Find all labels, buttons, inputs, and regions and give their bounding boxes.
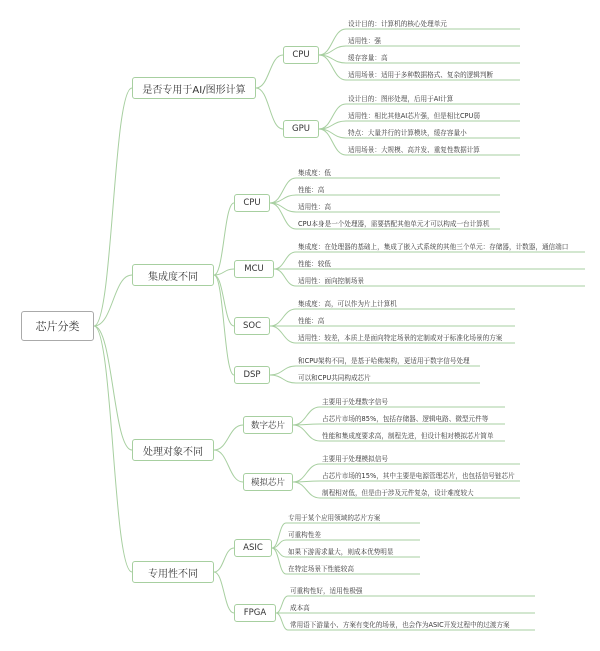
category-label: 集成度不同 xyxy=(148,271,198,283)
connector-line xyxy=(276,596,288,613)
connector-line xyxy=(319,129,346,155)
leaf-text: 适用性：较差，本质上是面向特定场景的定制或对于标准化场景的方案 xyxy=(298,334,503,342)
connector-line xyxy=(256,55,283,88)
leaf-text: CPU本身是一个处理器，需要搭配其他单元才可以构成一台计算机 xyxy=(298,220,490,228)
leaf-text: 在特定场景下性能较高 xyxy=(288,565,354,573)
sub-node-label: FPGA xyxy=(243,608,267,618)
sub-node-cpu-integration[interactable] xyxy=(234,194,270,212)
connector-line xyxy=(270,326,296,343)
sub-node-dsp[interactable] xyxy=(234,366,270,384)
leaf-text: 性能：高 xyxy=(298,317,325,325)
sub-node-analog-chip[interactable] xyxy=(243,473,293,491)
category-integration[interactable] xyxy=(132,264,214,286)
category-specialization[interactable] xyxy=(132,561,214,583)
connector-line xyxy=(214,425,243,450)
connector-line xyxy=(214,450,243,482)
leaf-text: 设计目的：计算机的核心处理单元 xyxy=(348,20,447,28)
sub-node-label: ASIC xyxy=(243,543,263,553)
root-label: 芯片分类 xyxy=(35,320,80,333)
sub-node-gpu[interactable] xyxy=(283,120,319,138)
sub-node-cpu-ai[interactable] xyxy=(283,46,319,64)
leaf-text: 性能：较低 xyxy=(298,260,331,268)
category-label: 是否专用于AI/图形计算 xyxy=(142,84,246,96)
leaf-text: 集成度：低 xyxy=(298,169,331,177)
leaf-text: 集成度：高，可以作为片上计算机 xyxy=(298,300,397,308)
connector-line xyxy=(214,203,234,275)
leaf-text: 适用性：高 xyxy=(298,203,331,211)
leaf-text: 可重构性差 xyxy=(288,531,321,539)
connector-line xyxy=(214,275,234,326)
connector-line xyxy=(293,407,320,425)
category-label: 处理对象不同 xyxy=(143,446,203,458)
leaf-text: 适用性：强 xyxy=(348,37,381,45)
connector-line xyxy=(274,269,296,286)
leaf-text: 适用场景：适用于多种数据格式、复杂的逻辑判断 xyxy=(348,71,494,79)
root-node[interactable] xyxy=(21,311,94,341)
connector-line xyxy=(270,375,296,383)
leaf-text: 主要用于处理数字信号 xyxy=(322,398,388,406)
sub-node-label: CPU xyxy=(292,50,310,60)
leaf-text: 成本高 xyxy=(290,604,310,612)
connector-line xyxy=(256,88,283,129)
leaf-text: 和CPU架构不同，是基于哈佛架构，更适用于数字信号处理 xyxy=(298,357,470,365)
connector-line xyxy=(276,613,288,630)
category-ai-graphics[interactable] xyxy=(132,77,256,99)
sub-node-label: DSP xyxy=(243,370,261,380)
leaf-text: 占芯片市场的85%，包括存储器、逻辑电路、微型元件等 xyxy=(322,415,489,423)
leaf-text: 如果下游需求量大，则成本优势明显 xyxy=(288,548,394,556)
leaf-text: 制程相对低，但是由于涉及元件复杂，设计难度较大 xyxy=(322,489,474,497)
sub-node-soc[interactable] xyxy=(234,317,270,335)
sub-node-label: 模拟芯片 xyxy=(250,478,285,488)
connector-line xyxy=(270,366,296,375)
connector-line xyxy=(319,29,346,55)
sub-node-label: GPU xyxy=(292,124,310,134)
connector-line xyxy=(94,326,132,572)
leaf-text: 可以和CPU共同构成芯片 xyxy=(298,374,371,382)
connector-line xyxy=(214,572,234,613)
connector-line xyxy=(293,482,320,498)
connector-line xyxy=(274,252,296,269)
leaf-text: 集成度：在处理器的基础上，集成了嵌入式系统的其他三个单元：存储器，计数器，通信端口 xyxy=(298,243,569,251)
sub-node-digital-chip[interactable] xyxy=(243,416,293,434)
sub-node-asic[interactable] xyxy=(234,539,272,557)
leaf-text: 特点：大量并行的计算模块，缓存容量小 xyxy=(348,129,467,137)
leaf-text: 常用语下游量小、方案有变化的场景，也会作为ASIC开发过程中的过渡方案 xyxy=(290,621,510,629)
sub-node-label: MCU xyxy=(244,264,264,274)
sub-node-label: 数字芯片 xyxy=(250,421,285,431)
leaf-text: 性能：高 xyxy=(298,186,325,194)
sub-node-fpga[interactable] xyxy=(234,604,276,622)
category-label: 专用性不同 xyxy=(148,568,198,580)
leaf-text: 设计目的：图形处理，后用于AI计算 xyxy=(348,95,454,103)
sub-node-label: SOC xyxy=(242,321,262,331)
leaf-text: 适用性：面向控制场景 xyxy=(298,277,364,285)
connector-line xyxy=(270,309,296,326)
leaf-text: 适用性：相比其他AI芯片强，但是相比CPU弱 xyxy=(348,112,480,120)
sub-node-label: CPU xyxy=(243,198,261,208)
leaf-text: 缓存容量：高 xyxy=(348,54,388,62)
connector-line xyxy=(293,425,320,441)
connector-line xyxy=(94,88,132,326)
leaf-text: 主要用于处理模拟信号 xyxy=(322,455,388,463)
leaf-text: 可重构性好，适用性极强 xyxy=(290,587,363,595)
connector-line xyxy=(293,464,320,482)
category-processing-object[interactable] xyxy=(132,439,214,461)
connector-line xyxy=(94,326,132,450)
sub-node-mcu[interactable] xyxy=(234,260,274,278)
leaf-text: 适用场景：大规模、高并发、重复性数据计算 xyxy=(348,146,480,154)
connector-line xyxy=(214,275,234,375)
connector-line xyxy=(214,548,234,572)
leaf-text: 占芯片市场的15%，其中主要是电源管理芯片，也包括信号链芯片 xyxy=(322,472,515,480)
leaf-text: 专用于某个应用领域的芯片方案 xyxy=(288,514,381,522)
leaf-text: 性能和集成度要求高，制程先进，但设计相对模拟芯片简单 xyxy=(322,432,494,440)
